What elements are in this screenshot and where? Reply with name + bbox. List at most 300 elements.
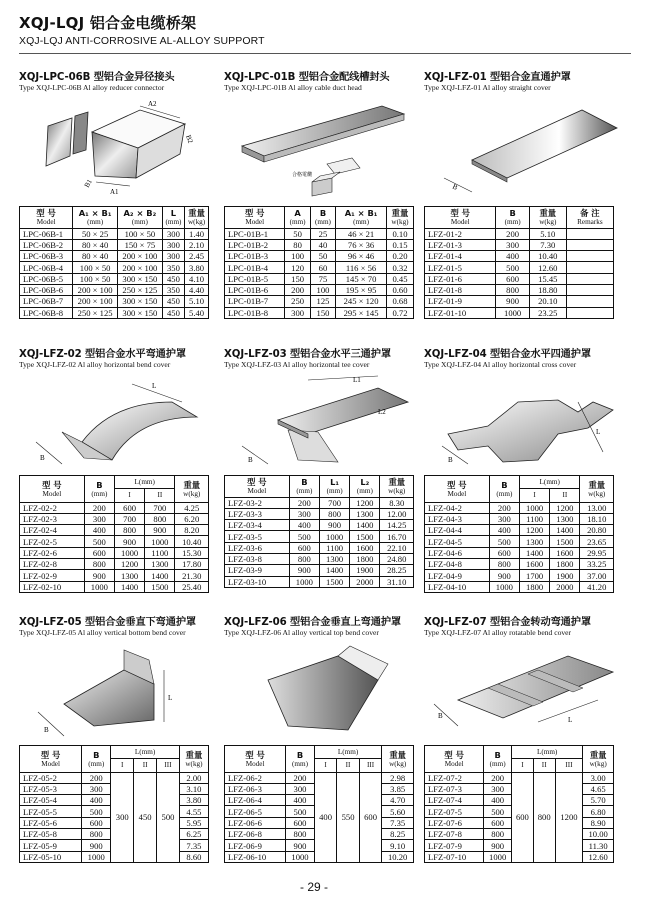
table-cell: 295 × 145 bbox=[336, 307, 387, 318]
table-cell: 15.30 bbox=[175, 547, 209, 558]
table-cell: 5.10 bbox=[529, 228, 566, 239]
table-cell: 800 bbox=[533, 772, 555, 862]
table-cell: 3.85 bbox=[382, 783, 414, 794]
fig-label-l: L bbox=[568, 716, 573, 724]
table-row bbox=[425, 570, 614, 581]
table-cell: 76 × 36 bbox=[336, 239, 387, 250]
lfz-06-spec-table bbox=[224, 745, 414, 863]
col-a2b2: A₂ × B₂ (mm) bbox=[118, 207, 163, 229]
table-cell: 200 bbox=[496, 228, 529, 239]
table-cell: LFZ-07-3 bbox=[425, 783, 484, 794]
table-cell: 50 bbox=[285, 228, 310, 239]
table-row bbox=[20, 559, 209, 570]
table-cell bbox=[566, 307, 613, 318]
table-cell: LFZ-06-8 bbox=[225, 829, 286, 840]
table-cell: 8.90 bbox=[583, 817, 614, 828]
table-cell: 1100 bbox=[319, 542, 349, 553]
table-cell: 1300 bbox=[350, 508, 380, 519]
table-cell: 245 × 120 bbox=[336, 296, 387, 307]
table-cell: 12.60 bbox=[583, 851, 614, 862]
table-cell: LPC-01B-8 bbox=[225, 307, 285, 318]
col-l-ii: II bbox=[145, 489, 175, 502]
table-cell: 17.80 bbox=[175, 559, 209, 570]
table-cell: 900 bbox=[289, 565, 319, 576]
table-cell: 300 bbox=[286, 783, 315, 794]
straight-cover-drawing bbox=[432, 96, 622, 200]
table-cell: 1000 bbox=[84, 581, 114, 592]
table-row bbox=[425, 581, 614, 592]
lpc-01b-rows bbox=[225, 228, 414, 318]
table-cell: 400 bbox=[289, 520, 319, 531]
table-row bbox=[225, 508, 414, 519]
table-cell: 1000 bbox=[319, 531, 349, 542]
table-cell: 3.00 bbox=[583, 772, 614, 783]
table-cell: 18.80 bbox=[529, 284, 566, 295]
fig-label-l: L bbox=[596, 428, 601, 436]
table-cell: 900 bbox=[319, 520, 349, 531]
section-lfz-05-title bbox=[19, 613, 219, 637]
col-weight: 重量 w(kg) bbox=[529, 207, 566, 229]
table-row bbox=[20, 296, 209, 307]
fig-label-b: B bbox=[248, 456, 253, 464]
table-cell: LPC-01B-6 bbox=[225, 284, 285, 295]
table-cell: 800 bbox=[489, 559, 519, 570]
table-cell: LFZ-03-2 bbox=[225, 497, 290, 508]
table-cell: LFZ-06-10 bbox=[225, 851, 286, 862]
table-cell: 1200 bbox=[550, 502, 580, 513]
col-model: 型 号 Model bbox=[20, 476, 85, 503]
table-cell: 116 × 56 bbox=[336, 262, 387, 273]
table-cell: 300 bbox=[111, 772, 134, 862]
table-cell: 250 bbox=[285, 296, 310, 307]
table-row bbox=[20, 284, 209, 295]
table-cell: LFZ-01-3 bbox=[425, 239, 496, 250]
col-model: 型 号 Model bbox=[225, 476, 290, 498]
fig-label-b1: B1 bbox=[82, 177, 94, 189]
table-cell: 1500 bbox=[350, 531, 380, 542]
table-cell: 500 bbox=[496, 262, 529, 273]
table-cell: LFZ-07-6 bbox=[425, 817, 484, 828]
table-cell: LPC-01B-4 bbox=[225, 262, 285, 273]
table-row bbox=[225, 553, 414, 564]
table-cell: 200 × 100 bbox=[118, 251, 163, 262]
table-cell: 450 bbox=[162, 296, 184, 307]
table-cell: 400 bbox=[496, 251, 529, 262]
section-title-en: Type XQJ-LPC-06B Al alloy reducer connector bbox=[19, 83, 165, 92]
col-b: B (mm) bbox=[82, 746, 111, 773]
table-cell: LFZ-02-10 bbox=[20, 581, 85, 592]
table-row bbox=[425, 502, 614, 513]
table-cell: 2.45 bbox=[185, 251, 209, 262]
col-b: B (mm) bbox=[496, 207, 529, 229]
table-cell: 1000 bbox=[145, 536, 175, 547]
section-title-en: Type XQJ-LFZ-04 Al alloy horizontal cross cover bbox=[424, 360, 577, 369]
table-row bbox=[20, 772, 209, 783]
table-cell: 1000 bbox=[496, 307, 529, 318]
table-cell: 550 bbox=[337, 772, 360, 862]
table-cell: 200 bbox=[484, 772, 512, 783]
table-cell: 300 bbox=[162, 251, 184, 262]
table-cell: 15.45 bbox=[529, 273, 566, 284]
table-cell: 46 × 21 bbox=[336, 228, 387, 239]
table-cell: 1000 bbox=[289, 576, 319, 587]
table-cell: 300 bbox=[84, 513, 114, 524]
table-cell: 5.10 bbox=[185, 296, 209, 307]
col-l-ii: II bbox=[134, 759, 157, 772]
col-weight: 重量 w(kg) bbox=[175, 476, 209, 503]
table-cell: 21.30 bbox=[175, 570, 209, 581]
table-row bbox=[225, 307, 414, 318]
table-cell: LFZ-01-2 bbox=[425, 228, 496, 239]
lfz-01-rows bbox=[425, 228, 614, 318]
table-row bbox=[225, 565, 414, 576]
table-cell: 350 bbox=[162, 284, 184, 295]
table-cell: LFZ-02-6 bbox=[20, 547, 85, 558]
table-row bbox=[425, 284, 614, 295]
table-cell: 1200 bbox=[350, 497, 380, 508]
table-row bbox=[225, 497, 414, 508]
table-cell: 4.25 bbox=[175, 502, 209, 513]
table-cell: 195 × 95 bbox=[336, 284, 387, 295]
col-model: 型 号 Model bbox=[225, 746, 286, 773]
col-weight: 重量 w(kg) bbox=[386, 207, 413, 229]
fig-label-qualified: 合格電纜 bbox=[292, 172, 313, 178]
table-cell: LFZ-04-4 bbox=[425, 525, 490, 536]
table-cell: LPC-06B-8 bbox=[20, 307, 73, 318]
table-cell: 200 × 100 bbox=[73, 296, 118, 307]
table-cell: LFZ-05-3 bbox=[20, 783, 82, 794]
table-cell: LFZ-06-3 bbox=[225, 783, 286, 794]
fig-label-b: B bbox=[448, 456, 453, 464]
table-cell: 100 bbox=[310, 284, 335, 295]
table-cell: 800 bbox=[84, 559, 114, 570]
col-l: L(mm) bbox=[111, 746, 180, 759]
table-row bbox=[425, 228, 614, 239]
table-cell: 300 bbox=[496, 239, 529, 250]
table-cell: LPC-01B-2 bbox=[225, 239, 285, 250]
table-cell: 900 bbox=[489, 570, 519, 581]
table-row bbox=[425, 559, 614, 570]
table-cell: 600 bbox=[289, 542, 319, 553]
col-l-iii: III bbox=[359, 759, 382, 772]
table-cell: 1400 bbox=[145, 570, 175, 581]
section-title-cn: XQJ-LFZ-06 型铝合金垂直上弯通护罩 bbox=[224, 617, 402, 628]
section-lfz-03-title bbox=[224, 345, 424, 369]
col-model: 型 号 Model bbox=[20, 207, 73, 229]
table-cell: 400 bbox=[489, 525, 519, 536]
col-l2: L₂ (mm) bbox=[350, 476, 380, 498]
table-cell: 500 bbox=[157, 772, 180, 862]
table-cell: 2.10 bbox=[185, 239, 209, 250]
lfz-05-rows bbox=[20, 772, 209, 862]
col-l: L(mm) bbox=[519, 476, 580, 489]
section-title-en: Type XQJ-LFZ-02 Al alloy horizontal bend cover bbox=[19, 360, 171, 369]
table-cell: 2000 bbox=[350, 576, 380, 587]
table-cell: LFZ-03-10 bbox=[225, 576, 290, 587]
table-cell: LFZ-07-10 bbox=[425, 851, 484, 862]
table-row bbox=[425, 536, 614, 547]
table-cell: 200 bbox=[286, 772, 315, 783]
lfz-06-rows bbox=[225, 772, 414, 862]
lfz-03-rows bbox=[225, 497, 414, 587]
table-cell: 0.45 bbox=[386, 273, 413, 284]
section-title-cn: XQJ-LPC-06B 型铝合金异径接头 bbox=[19, 72, 175, 83]
col-l-ii: II bbox=[337, 759, 360, 772]
section-lpc-06b-title bbox=[19, 68, 219, 92]
col-a1b1: A₁ × B₁ (mm) bbox=[73, 207, 118, 229]
table-cell: 18.10 bbox=[580, 513, 614, 524]
table-cell: 200 bbox=[289, 497, 319, 508]
table-row bbox=[425, 547, 614, 558]
table-cell: 1300 bbox=[114, 570, 144, 581]
table-cell: 4.10 bbox=[185, 273, 209, 284]
rotatable-bend-cover-drawing bbox=[428, 640, 623, 740]
col-b: B (mm) bbox=[489, 476, 519, 503]
col-b: B (mm) bbox=[289, 476, 319, 498]
section-title-cn: XQJ-LFZ-05 型铝合金垂直下弯通护罩 bbox=[19, 617, 197, 628]
table-cell: 1000 bbox=[489, 581, 519, 592]
table-cell: LFZ-02-4 bbox=[20, 525, 85, 536]
col-weight: 重量 w(kg) bbox=[583, 746, 614, 773]
table-cell: 14.25 bbox=[380, 520, 414, 531]
table-cell: 100 bbox=[285, 251, 310, 262]
table-cell: 1200 bbox=[114, 559, 144, 570]
table-cell: 50 bbox=[310, 251, 335, 262]
col-l-i: I bbox=[114, 489, 144, 502]
table-cell: 80 × 40 bbox=[73, 251, 118, 262]
section-title-cn: XQJ-LPC-01B 型铝合金配线槽封头 bbox=[224, 72, 390, 83]
table-cell: 8.20 bbox=[175, 525, 209, 536]
table-cell: 450 bbox=[162, 307, 184, 318]
table-cell: LFZ-05-6 bbox=[20, 817, 82, 828]
table-cell: 300 × 150 bbox=[118, 307, 163, 318]
table-cell: 28.25 bbox=[380, 565, 414, 576]
col-l: L(mm) bbox=[512, 746, 583, 759]
table-cell: 300 × 150 bbox=[118, 296, 163, 307]
col-weight: 重量 w(kg) bbox=[380, 476, 414, 498]
table-cell: 600 bbox=[496, 273, 529, 284]
table-row bbox=[225, 228, 414, 239]
table-row bbox=[425, 251, 614, 262]
table-cell: 800 bbox=[289, 553, 319, 564]
col-model: 型 号 Model bbox=[425, 476, 490, 503]
section-title-cn: XQJ-LFZ-01 型铝合金直通护罩 bbox=[424, 72, 571, 83]
page-number: - 29 - bbox=[300, 880, 329, 894]
col-weight: 重量 w(kg) bbox=[580, 476, 614, 503]
table-row bbox=[225, 772, 414, 783]
table-cell: LFZ-05-4 bbox=[20, 795, 82, 806]
table-cell: 1800 bbox=[519, 581, 549, 592]
page-title: XQJ-LQJ 铝合金电缆桥架 bbox=[19, 14, 197, 32]
table-cell: 4.55 bbox=[179, 806, 208, 817]
table-cell: 0.60 bbox=[386, 284, 413, 295]
col-remarks: 备 注 Remarks bbox=[566, 207, 613, 229]
table-cell: 3.80 bbox=[179, 795, 208, 806]
table-cell bbox=[566, 228, 613, 239]
table-cell: LPC-06B-4 bbox=[20, 262, 73, 273]
table-cell: 1400 bbox=[550, 525, 580, 536]
table-cell: 1800 bbox=[550, 559, 580, 570]
table-cell: 1500 bbox=[550, 536, 580, 547]
table-cell: 400 bbox=[314, 772, 337, 862]
table-cell: 24.80 bbox=[380, 553, 414, 564]
table-cell: LFZ-04-2 bbox=[425, 502, 490, 513]
table-cell: 16.70 bbox=[380, 531, 414, 542]
table-cell: 200 × 100 bbox=[73, 284, 118, 295]
table-cell: 1500 bbox=[145, 581, 175, 592]
table-cell: LFZ-02-2 bbox=[20, 502, 85, 513]
vertical-bottom-bend-cover-drawing bbox=[24, 640, 214, 740]
table-cell: LFZ-01-10 bbox=[425, 307, 496, 318]
table-cell: 1300 bbox=[519, 536, 549, 547]
table-cell: 1200 bbox=[555, 772, 583, 862]
lfz-01-spec-table bbox=[424, 206, 614, 319]
table-cell: 1300 bbox=[145, 559, 175, 570]
table-cell: LPC-06B-2 bbox=[20, 239, 73, 250]
section-lfz-06-title bbox=[224, 613, 424, 637]
table-row bbox=[20, 525, 209, 536]
lfz-04-rows bbox=[425, 502, 614, 592]
lfz-04-spec-table bbox=[424, 475, 614, 593]
table-row bbox=[20, 262, 209, 273]
table-cell: 600 bbox=[359, 772, 382, 862]
table-cell: 8.25 bbox=[382, 829, 414, 840]
reducer-connector-drawing bbox=[30, 96, 210, 200]
vertical-top-bend-cover-drawing bbox=[228, 640, 418, 740]
table-cell: 1200 bbox=[519, 525, 549, 536]
table-cell: LFZ-05-5 bbox=[20, 806, 82, 817]
table-cell: 12.00 bbox=[380, 508, 414, 519]
table-cell: LFZ-06-2 bbox=[225, 772, 286, 783]
col-l1: L₁ (mm) bbox=[319, 476, 349, 498]
table-cell: 80 bbox=[285, 239, 310, 250]
table-cell: 37.00 bbox=[580, 570, 614, 581]
table-cell: 600 bbox=[286, 817, 315, 828]
table-cell: 20.10 bbox=[529, 296, 566, 307]
table-cell: 1400 bbox=[350, 520, 380, 531]
table-cell: 1100 bbox=[145, 547, 175, 558]
table-cell: 600 bbox=[489, 547, 519, 558]
fig-label-b2: B2 bbox=[184, 133, 195, 145]
section-lpc-01b-title bbox=[224, 68, 424, 92]
table-cell: 1100 bbox=[519, 513, 549, 524]
col-model: 型 号 Model bbox=[225, 207, 285, 229]
table-cell: LFZ-04-10 bbox=[425, 581, 490, 592]
table-cell: 4.40 bbox=[185, 284, 209, 295]
fig-label-l1: L1 bbox=[353, 376, 361, 384]
table-row bbox=[20, 251, 209, 262]
fig-label-a2: A2 bbox=[148, 100, 157, 108]
table-cell: 1600 bbox=[350, 542, 380, 553]
table-cell: LFZ-04-3 bbox=[425, 513, 490, 524]
table-cell: 5.40 bbox=[185, 307, 209, 318]
table-cell: 12.60 bbox=[529, 262, 566, 273]
table-cell: 900 bbox=[145, 525, 175, 536]
table-cell bbox=[566, 273, 613, 284]
table-cell: 25.40 bbox=[175, 581, 209, 592]
table-cell: 7.35 bbox=[382, 817, 414, 828]
table-cell: 40 bbox=[310, 239, 335, 250]
table-cell: 600 bbox=[82, 817, 111, 828]
lfz-02-rows bbox=[20, 502, 209, 592]
fig-label-b: B bbox=[438, 712, 443, 720]
horizontal-tee-cover-drawing bbox=[228, 372, 418, 472]
table-cell: 800 bbox=[114, 525, 144, 536]
horizontal-bend-cover-drawing bbox=[22, 372, 212, 472]
table-cell: LPC-06B-3 bbox=[20, 251, 73, 262]
lfz-02-spec-table bbox=[19, 475, 209, 593]
col-l-iii: III bbox=[157, 759, 180, 772]
table-cell bbox=[566, 251, 613, 262]
table-cell: 450 bbox=[134, 772, 157, 862]
table-cell: 2.98 bbox=[382, 772, 414, 783]
table-cell: LPC-06B-5 bbox=[20, 273, 73, 284]
table-cell: 700 bbox=[319, 497, 349, 508]
table-cell: 1900 bbox=[550, 570, 580, 581]
table-cell: 500 bbox=[82, 806, 111, 817]
table-cell: 0.72 bbox=[386, 307, 413, 318]
table-cell: 400 bbox=[84, 525, 114, 536]
table-cell: LFZ-01-9 bbox=[425, 296, 496, 307]
table-cell: 1.40 bbox=[185, 228, 209, 239]
lpc-06b-spec-table bbox=[19, 206, 209, 319]
table-cell: 700 bbox=[145, 502, 175, 513]
table-row bbox=[20, 273, 209, 284]
table-cell: 5.95 bbox=[179, 817, 208, 828]
table-row bbox=[425, 525, 614, 536]
section-title-en: Type XQJ-LFZ-03 Al alloy horizontal tee cover bbox=[224, 360, 370, 369]
table-cell: 700 bbox=[114, 513, 144, 524]
table-cell: LFZ-03-4 bbox=[225, 520, 290, 531]
col-l-iii: III bbox=[555, 759, 583, 772]
lpc-06b-rows bbox=[20, 228, 209, 318]
table-cell: 0.10 bbox=[386, 228, 413, 239]
table-row bbox=[225, 520, 414, 531]
table-cell: LFZ-01-4 bbox=[425, 251, 496, 262]
table-row bbox=[225, 576, 414, 587]
table-cell: 10.40 bbox=[529, 251, 566, 262]
table-cell: LFZ-03-6 bbox=[225, 542, 290, 553]
table-cell: LFZ-04-5 bbox=[425, 536, 490, 547]
table-cell bbox=[566, 296, 613, 307]
section-title-cn: XQJ-LFZ-07 型铝合金转动弯通护罩 bbox=[424, 617, 591, 628]
table-cell: LFZ-03-5 bbox=[225, 531, 290, 542]
table-cell: 300 bbox=[484, 783, 512, 794]
table-cell: LFZ-04-9 bbox=[425, 570, 490, 581]
table-cell: 7.35 bbox=[179, 840, 208, 851]
table-cell: LPC-06B-1 bbox=[20, 228, 73, 239]
table-cell: LPC-01B-1 bbox=[225, 228, 285, 239]
table-cell bbox=[566, 239, 613, 250]
table-cell: 300 bbox=[489, 513, 519, 524]
table-cell: LFZ-05-2 bbox=[20, 772, 82, 783]
table-cell: 200 × 100 bbox=[118, 262, 163, 273]
col-l-i: I bbox=[111, 759, 134, 772]
section-title-en: Type XQJ-LPC-01B Al alloy cable duct head bbox=[224, 83, 362, 92]
lfz-07-spec-table bbox=[424, 745, 614, 863]
table-cell: 1000 bbox=[114, 547, 144, 558]
table-cell: 1800 bbox=[350, 553, 380, 564]
col-l: L(mm) bbox=[314, 746, 382, 759]
table-cell: 23.65 bbox=[580, 536, 614, 547]
table-cell: LFZ-02-9 bbox=[20, 570, 85, 581]
table-cell bbox=[566, 284, 613, 295]
table-cell: LFZ-07-9 bbox=[425, 840, 484, 851]
table-cell: LFZ-05-10 bbox=[20, 851, 82, 862]
col-b: B (mm) bbox=[84, 476, 114, 503]
table-cell: 200 bbox=[489, 502, 519, 513]
col-model: 型 号 Model bbox=[20, 746, 82, 773]
